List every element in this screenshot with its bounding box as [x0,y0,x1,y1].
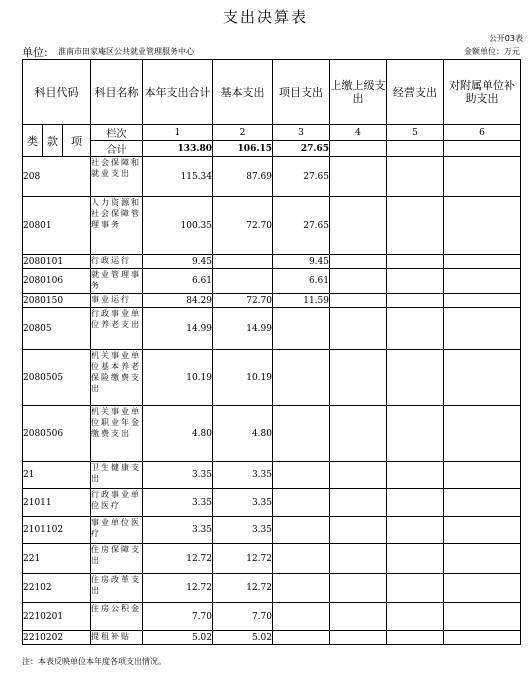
total-row [23,141,521,157]
subject-name: 就业管理事务 [91,269,143,294]
amount-cell [444,269,521,294]
column-header: 项目支出 [273,60,330,125]
amount-cell [273,308,330,350]
amount-cell: 27.65 [273,157,330,197]
amount-cell: 84.29 [143,294,213,308]
class-label-kuan: 款 [43,125,63,157]
subject-name: 行政事业单位医疗 [91,489,143,517]
amount-cell: 14.99 [213,308,273,350]
header-row [23,60,521,125]
amount-cell [444,574,521,603]
amount-cell: 4.80 [143,406,213,462]
amount-cell [444,308,521,350]
column-number: 3 [273,125,330,141]
amount-cell: 6.61 [273,269,330,294]
amount-cell [330,544,387,574]
table-row [23,462,521,489]
subject-name: 提租补贴 [91,631,143,645]
amount-cell [273,489,330,517]
amount-cell [387,517,444,544]
amount-cell: 11.59 [273,294,330,308]
subject-code: 2080505 [23,350,91,406]
subject-name: 住房改革支出 [91,574,143,603]
subject-name: 行政运行 [91,255,143,269]
column-header: 基本支出 [213,60,273,125]
subject-code: 2080150 [23,294,91,308]
amount-cell: 12.72 [143,574,213,603]
column-index-label: 栏次 [91,125,143,141]
amount-cell: 27.65 [273,197,330,255]
amount-cell [273,544,330,574]
column-number-row [23,125,521,141]
amount-cell: 14.99 [143,308,213,350]
amount-cell: 10.19 [143,350,213,406]
amount-cell [387,350,444,406]
amount-cell [387,294,444,308]
amount-cell [387,603,444,631]
amount-cell: 10.19 [213,350,273,406]
subject-code: 2210202 [23,631,91,645]
amount-cell [330,631,387,645]
amount-cell [387,157,444,197]
class-label-xiang: 项 [63,125,91,157]
amount-cell [444,294,521,308]
subject-code: 21 [23,462,91,489]
amount-cell [273,603,330,631]
subject-code: 21011 [23,489,91,517]
subject-code: 2080106 [23,269,91,294]
column-number: 2 [213,125,273,141]
amount-cell [387,308,444,350]
amount-cell: 115.34 [143,157,213,197]
amount-cell: 12.72 [213,574,273,603]
amount-cell: 9.45 [143,255,213,269]
amount-cell [387,269,444,294]
subject-code: 2210201 [23,603,91,631]
amount-cell: 100.35 [143,197,213,255]
subject-name: 机关事业单位职业年金缴费支出 [91,406,143,462]
amount-cell [387,197,444,255]
class-label-lei: 类 [23,125,43,157]
amount-cell [444,197,521,255]
footnote: 注：本表反映单位本年度各项支出情况。 [22,657,166,666]
amount-cell [330,294,387,308]
amount-cell [330,574,387,603]
subject-name: 机关事业单位基本养老保险缴费支出 [91,350,143,406]
amount-cell [330,462,387,489]
table-row [23,255,521,269]
amount-cell: 72.70 [213,294,273,308]
amount-cell [330,197,387,255]
amount-cell [330,269,387,294]
table-row [23,489,521,517]
amount-cell [213,255,273,269]
amount-cell: 9.45 [273,255,330,269]
subject-code: 208 [23,157,91,197]
column-header: 上缴上级支出 [330,60,387,125]
amount-cell [273,350,330,406]
amount-cell: 5.02 [143,631,213,645]
amount-cell: 3.35 [143,517,213,544]
subject-code: 2080506 [23,406,91,462]
subject-name: 事业单位医疗 [91,517,143,544]
column-header: 经营支出 [387,60,444,125]
page-title: 支出决算表 [222,8,308,26]
unit-value: 淮南市田家庵区公共就业管理服务中心 [58,47,194,56]
amount-cell: 7.70 [213,603,273,631]
column-header: 对附属单位补助支出 [444,60,521,125]
column-number: 1 [143,125,213,141]
amount-cell [330,603,387,631]
table-row [23,406,521,462]
amount-cell [387,544,444,574]
amount-cell [444,255,521,269]
total-value [387,141,444,157]
amount-cell [213,269,273,294]
table-row [23,544,521,574]
amount-cell: 4.80 [213,406,273,462]
amount-cell: 3.35 [213,462,273,489]
amount-cell: 12.72 [143,544,213,574]
amount-cell [444,462,521,489]
total-value [444,141,521,157]
subject-code: 2101102 [23,517,91,544]
amount-cell [444,350,521,406]
table-row [23,517,521,544]
amount-cell [330,350,387,406]
amount-cell: 72.70 [213,197,273,255]
amount-cell [330,308,387,350]
amount-cell [273,406,330,462]
subject-name: 住房保障支出 [91,544,143,574]
table-row [23,157,521,197]
amount-cell: 3.35 [143,462,213,489]
table-row [23,294,521,308]
column-header: 本年支出合计 [143,60,213,125]
column-number: 6 [444,125,521,141]
amount-cell: 6.61 [143,269,213,294]
table-row [23,631,521,645]
expenditure-table [22,59,521,645]
amount-cell [330,489,387,517]
amount-cell [444,517,521,544]
unit-row [22,44,520,58]
amount-cell [387,574,444,603]
subject-name: 住房公积金 [91,603,143,631]
amount-unit: 金额单位：万元 [464,47,520,56]
amount-cell: 3.35 [213,517,273,544]
total-value [330,141,387,157]
amount-cell [444,406,521,462]
total-label: 合计 [91,141,143,157]
amount-cell: 3.35 [213,489,273,517]
amount-cell [444,157,521,197]
amount-cell [444,489,521,517]
subject-code: 221 [23,544,91,574]
column-number: 4 [330,125,387,141]
table-row [23,308,521,350]
subject-code: 20805 [23,308,91,350]
table-row [23,197,521,255]
amount-cell [330,517,387,544]
amount-cell [330,157,387,197]
amount-cell [387,462,444,489]
table-row [23,574,521,603]
amount-cell [330,255,387,269]
amount-cell [273,517,330,544]
table-row [23,350,521,406]
subject-name: 社会保障和就业支出 [91,157,143,197]
amount-cell [387,406,444,462]
total-value: 27.65 [273,141,330,157]
amount-cell [273,574,330,603]
unit-label: 单位: [22,46,48,59]
subject-code: 20801 [23,197,91,255]
subject-name: 事业运行 [91,294,143,308]
amount-cell: 87.69 [213,157,273,197]
subject-code: 22102 [23,574,91,603]
amount-cell [387,255,444,269]
table-row [23,603,521,631]
amount-cell: 3.35 [143,489,213,517]
subject-name: 行政事业单位养老支出 [91,308,143,350]
column-header: 科目名称 [91,60,143,125]
total-value: 133.80 [143,141,213,157]
amount-cell [273,631,330,645]
subject-code: 2080101 [23,255,91,269]
amount-cell [444,544,521,574]
table-row [23,269,521,294]
amount-cell [444,603,521,631]
amount-cell [273,462,330,489]
amount-cell: 5.02 [213,631,273,645]
column-header: 科目代码 [23,60,91,125]
amount-cell [444,631,521,645]
amount-cell: 12.72 [213,544,273,574]
column-number: 5 [387,125,444,141]
subject-name: 卫生健康支出 [91,462,143,489]
subject-name: 人力资源和社会保障管理事务 [91,197,143,255]
amount-cell [387,489,444,517]
total-value: 106.15 [213,141,273,157]
amount-cell [387,631,444,645]
amount-cell: 7.70 [143,603,213,631]
form-number: 公开03表 [488,34,523,43]
amount-cell [330,406,387,462]
